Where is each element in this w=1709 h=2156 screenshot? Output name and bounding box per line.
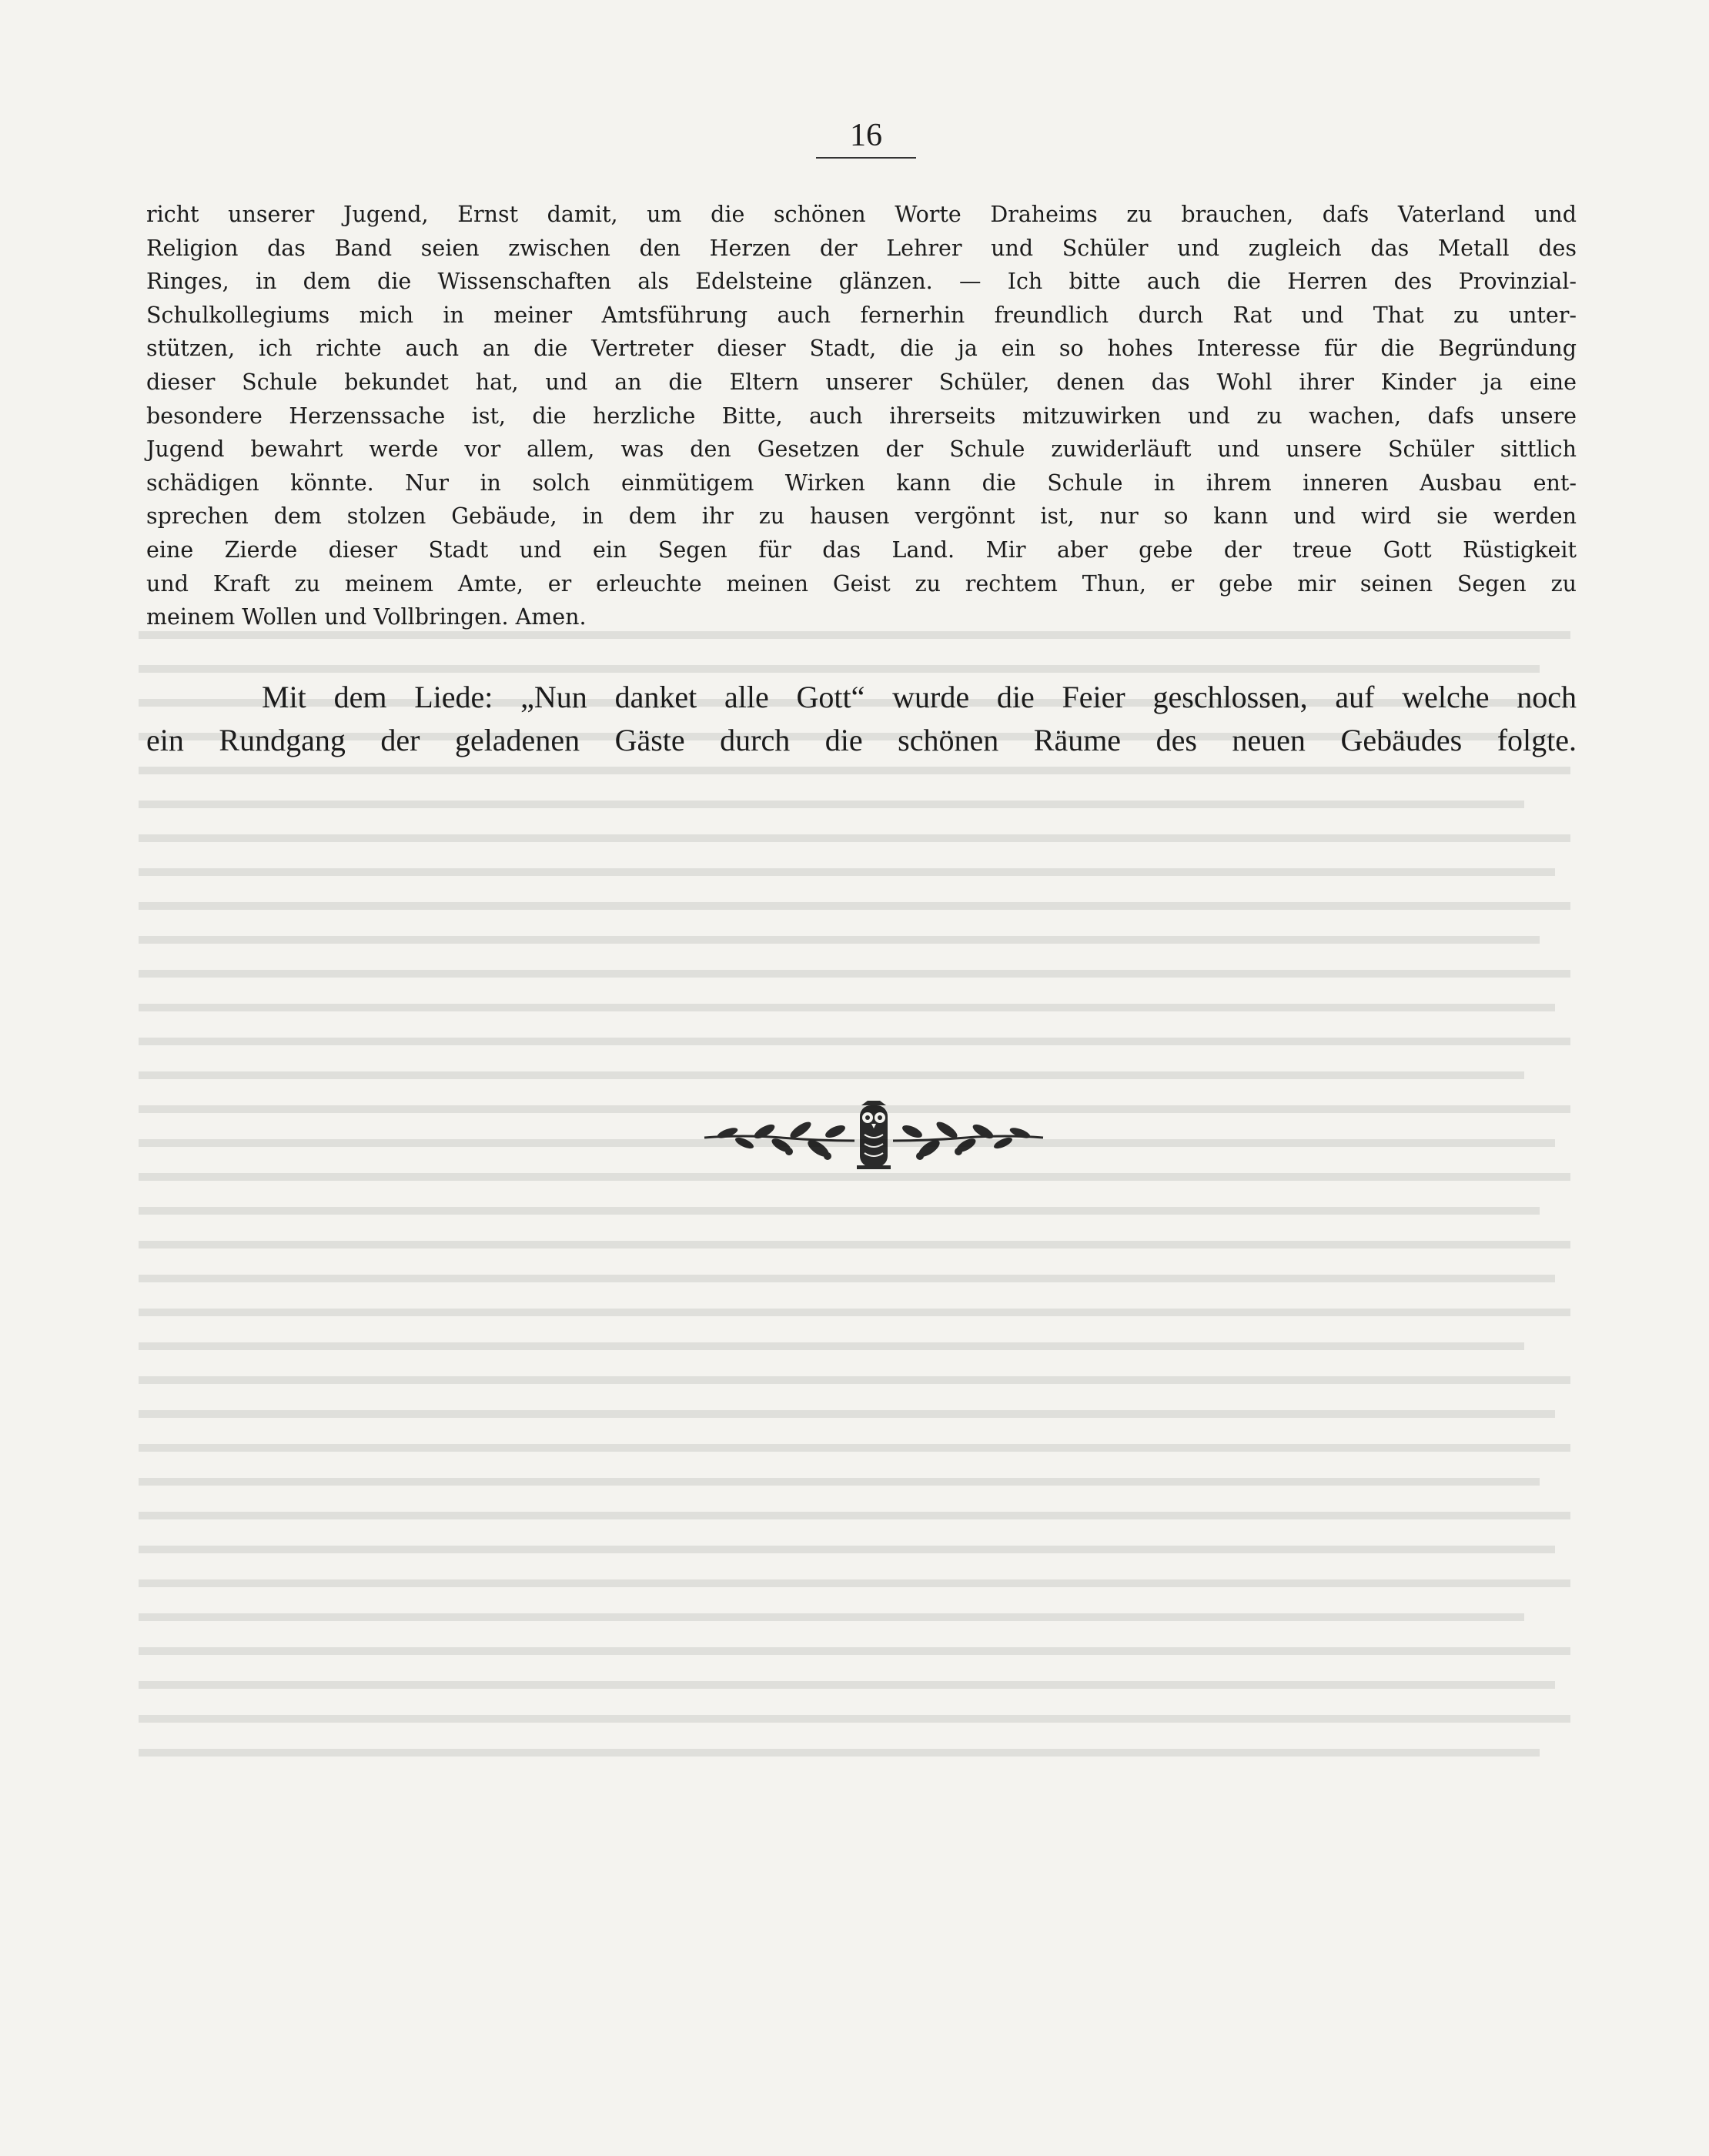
paragraph-line: Religion das Band seien zwischen den Herzen der Lehrer und Schüler und zugleich das Metall des xyxy=(146,235,1577,261)
paragraph-line: richt unserer Jugend, Ernst damit, um die schönen Worte Draheims zu brauchen, dafs Vaterland und xyxy=(146,202,1577,227)
paragraph-line: Jugend bewahrt werde vor allem, was den Gesetzen der Schule zuwiderläuft und unsere Schüler sittlich xyxy=(146,436,1577,463)
reverse-side-bleed-through xyxy=(139,616,1586,1817)
paragraph-line: sprechen dem stolzen Gebäude, in dem ihr zu hausen vergönnt ist, nur so kann und wird sie werden xyxy=(146,503,1577,530)
closing-line: Mit dem Liede: „Nun danket alle Gott“ wurde die Feier geschlossen, auf welche noch xyxy=(262,680,1577,714)
speech-paragraph xyxy=(146,198,1577,634)
paragraph-line: Ringes, in dem die Wissenschaften als Edelsteine glänzen. — Ich bitte auch die Herren des Provinzial- xyxy=(146,269,1577,295)
paragraph-line: meinem Wollen und Vollbringen. Amen. xyxy=(146,604,587,630)
page-number: 16 xyxy=(816,117,916,159)
paragraph-line: und Kraft zu meinem Amte, er erleuchte meinen Geist zu rechtem Thun, er gebe mir seinen Segen zu xyxy=(146,570,1577,597)
owl-with-oak-branches-icon xyxy=(697,1101,1051,1175)
paragraph-line: besondere Herzenssache ist, die herzliche Bitte, auch ihrerseits mitzuwirken und zu wachen, dafs unsere xyxy=(146,403,1577,429)
paragraph-line: eine Zierde dieser Stadt und ein Segen für das Land. Mir aber gebe der treue Gott Rüstigkeit xyxy=(146,536,1577,563)
paragraph-line: schädigen könnte. Nur in solch einmütigem Wirken kann die Schule in ihrem inneren Ausbau ent- xyxy=(146,470,1577,496)
closing-line: ein Rundgang der geladenen Gäste durch die schönen Räume des neuen Gebäudes folgte. xyxy=(146,723,1577,757)
paragraph-line: Schulkollegiums mich in meiner Amtsführung auch fernerhin freundlich durch Rat und That zu unter- xyxy=(146,302,1577,328)
paragraph-line: stützen, ich richte auch an die Vertreter dieser Stadt, die ja ein so hohes Interesse für die Begründung xyxy=(146,336,1577,362)
closing-paragraph xyxy=(146,676,1577,762)
paragraph-line: dieser Schule bekundet hat, und an die Eltern unserer Schüler, denen das Wohl ihrer Kinder ja eine xyxy=(146,369,1577,395)
